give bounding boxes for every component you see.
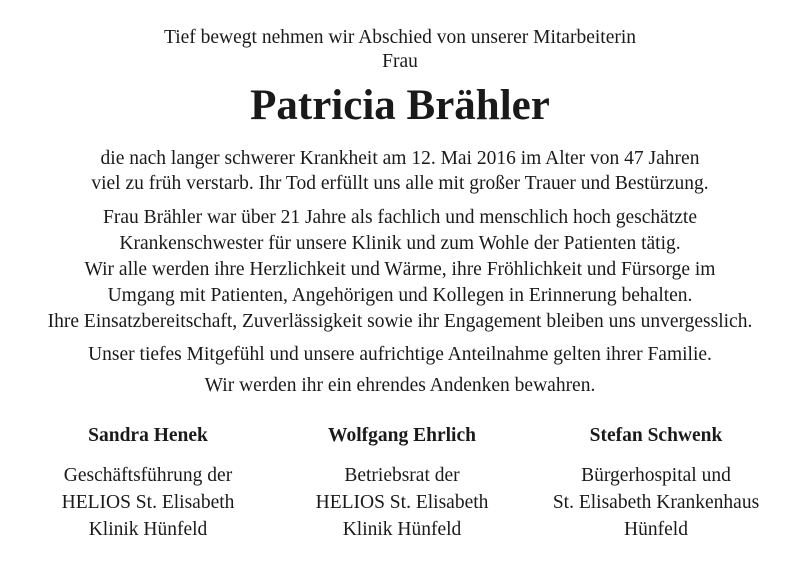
signatory-column (282, 424, 522, 554)
signatory-column (28, 424, 268, 554)
remembrance-line: Wir werden ihr ein ehrendes Andenken bewahren. (204, 375, 596, 396)
signatory-role-line: Hünfeld (624, 519, 688, 540)
signatory-column (536, 424, 776, 554)
signatory-role-line: St. Elisabeth Krankenhaus (552, 492, 760, 513)
paragraph-line: Umgang mit Patienten, Angehörigen und Kollegen in Erinnerung behalten. (107, 285, 693, 306)
paragraph-line: Krankenschwester für unsere Klinik und zum Wohle der Patienten tätig. (119, 233, 681, 254)
paragraph-line: Ihre Einsatzbereitschaft, Zuverlässigkeit sowie ihr Engagement bleiben uns unvergesslich. (47, 311, 753, 332)
signatory-role-line: Geschäftsführung der (63, 465, 233, 486)
signatory-role-line: Betriebsrat der (344, 465, 460, 486)
intro-line: Tief bewegt nehmen wir Abschied von unserer Mitarbeiterin (163, 27, 637, 48)
paragraph-line: viel zu früh verstarb. Ihr Tod erfüllt uns alle mit großer Trauer und Bestürzung. (91, 173, 709, 194)
paragraph-line: die nach langer schwerer Krankheit am 12. Mai 2016 im Alter von 47 Jahren (100, 148, 700, 169)
intro-salutation: Frau (382, 51, 418, 72)
signatory-role-line: Bürgerhospital und (581, 465, 731, 486)
signatory-role-line: Klinik Hünfeld (88, 519, 208, 540)
signatory-role-line: HELIOS St. Elisabeth (61, 492, 235, 513)
signatory-name: Stefan Schwenk (589, 425, 723, 446)
signatory-role-line: HELIOS St. Elisabeth (315, 492, 489, 513)
signatory-role-line: Klinik Hünfeld (342, 519, 462, 540)
paragraph-line: Wir alle werden ihre Herzlichkeit und Wärme, ihre Fröhlichkeit und Fürsorge im (84, 259, 716, 280)
paragraph-line: Frau Brähler war über 21 Jahre als fachlich und menschlich hoch geschätzte (103, 207, 697, 228)
deceased-name: Patricia Brähler (250, 82, 550, 129)
signatory-name: Sandra Henek (88, 425, 208, 446)
signatory-name: Wolfgang Ehrlich (328, 425, 476, 446)
condolence-line: Unser tiefes Mitgefühl und unsere aufrichtige Anteilnahme gelten ihrer Familie. (88, 344, 712, 365)
